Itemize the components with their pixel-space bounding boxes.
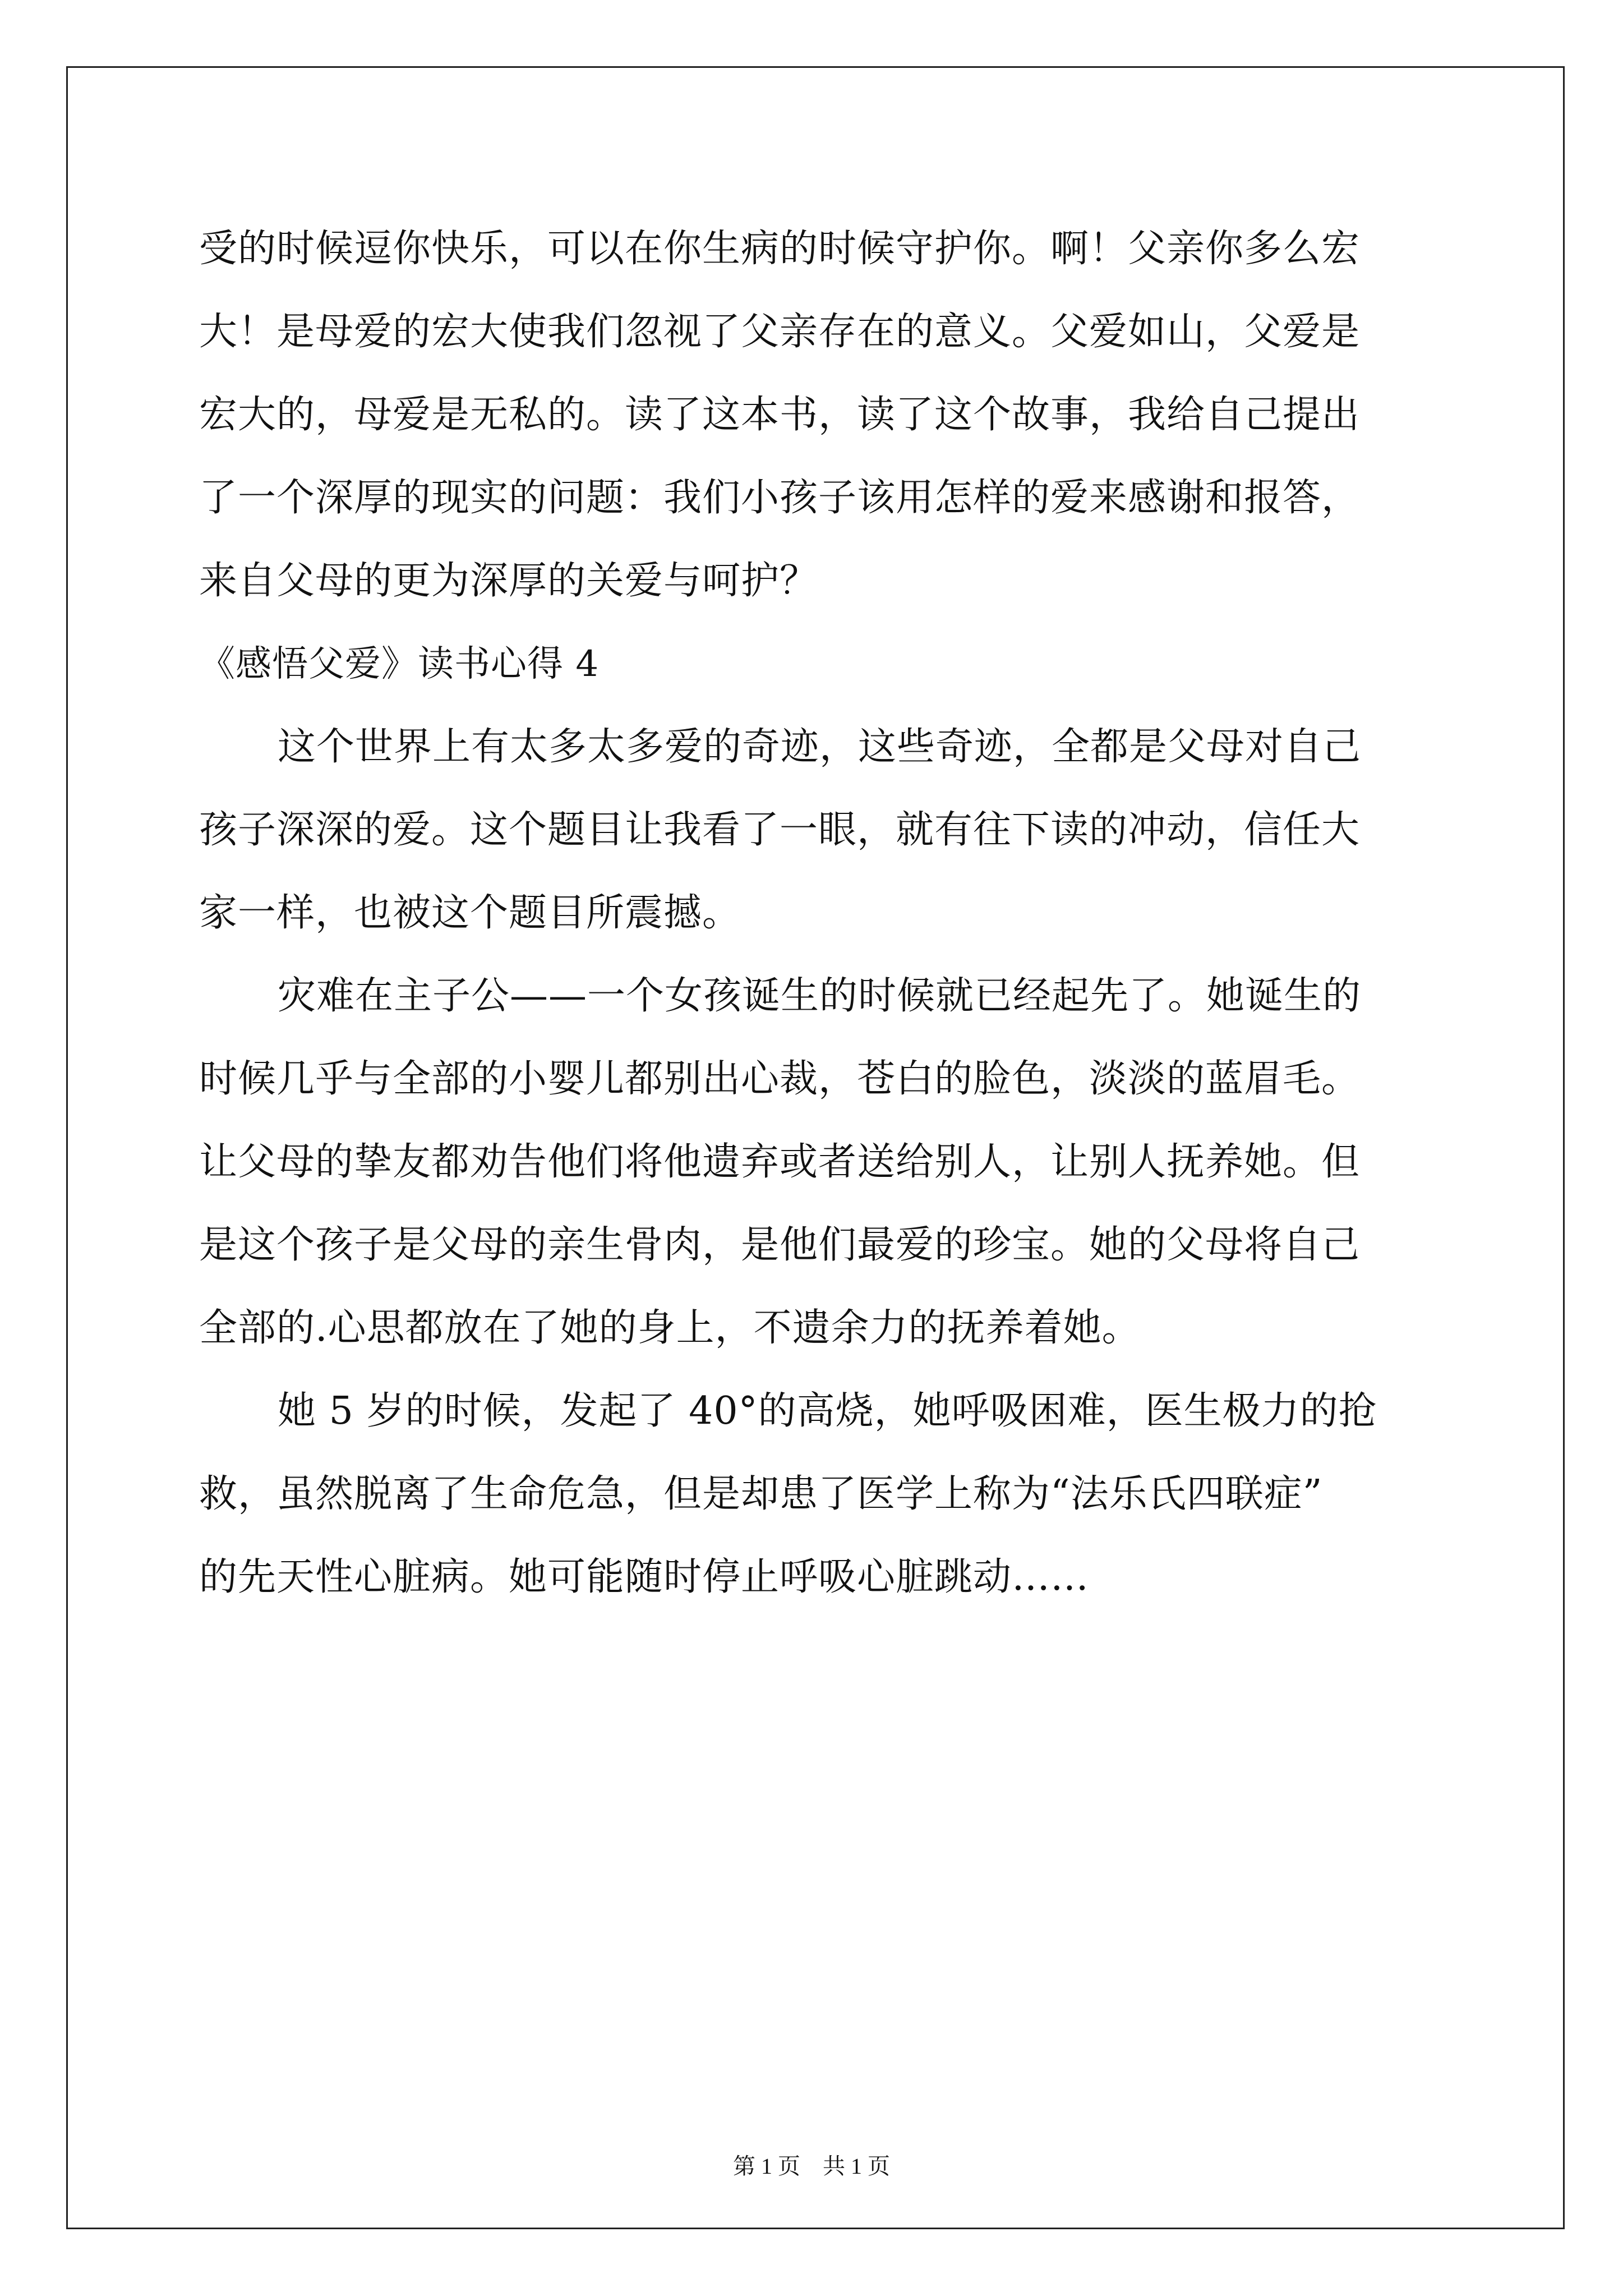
paragraph [199,1370,1433,1619]
text-line: 救，虽然脱离了生命危急，但是却患了医学上称为“法乐氏四联症” [199,1472,1323,1516]
text-line: 家一样，也被这个题目所震撼。 [199,891,741,935]
text-line: 是这个孩子是父母的亲生骨肉，是他们最爱的珍宝。她的父母将自己 [199,1223,1361,1267]
paragraph [199,208,1433,623]
paragraph [199,706,1433,955]
text-line: 大！是母爱的宏大使我们忽视了父亲存在的意义。父爱如山，父爱是 [199,310,1361,354]
text-line: 宏大的，母爱是无私的。读了这本书，读了这个故事，我给自己提出 [199,393,1361,437]
text-line: 这个世界上有太多太多爱的奇迹，这些奇迹，全都是父母对自己 [278,725,1362,769]
text-line: 灾难在主子公——一个女孩诞生的时候就已经起先了。她诞生的 [278,974,1362,1018]
text-line: 受的时候逗你快乐，可以在你生病的时候守护你。啊！父亲你多么宏 [199,227,1361,271]
text-line: 她 5 岁的时候，发起了 40°的高烧，她呼吸困难，医生极力的抢 [278,1389,1377,1433]
text-line: 孩子深深的爱。这个题目让我看了一眼，就有往下读的冲动，信任大 [199,808,1361,852]
document-body [199,208,1433,1619]
heading-text: 《感悟父爱》读书心得 4 [199,643,600,685]
page-footer: 第 1 页 共 1 页 [733,2154,890,2179]
text-line: 的先天性心脏病。她可能随时停止呼吸心脏跳动…… [199,1555,1090,1599]
paragraph [199,955,1433,1370]
section-heading [199,623,1433,706]
text-line: 全部的.心思都放在了她的身上，不遗余力的抚养着她。 [199,1306,1141,1350]
text-line: 来自父母的更为深厚的关爱与呵护？ [199,559,819,603]
text-line: 了一个深厚的现实的问题：我们小孩子该用怎样的爱来感谢和报答， [199,476,1361,520]
text-line: 让父母的挚友都劝告他们将他遗弃或者送给别人，让别人抚养她。但 [199,1140,1361,1184]
text-line: 时候几乎与全部的小婴儿都别出心裁，苍白的脸色，淡淡的蓝眉毛。 [199,1057,1361,1101]
